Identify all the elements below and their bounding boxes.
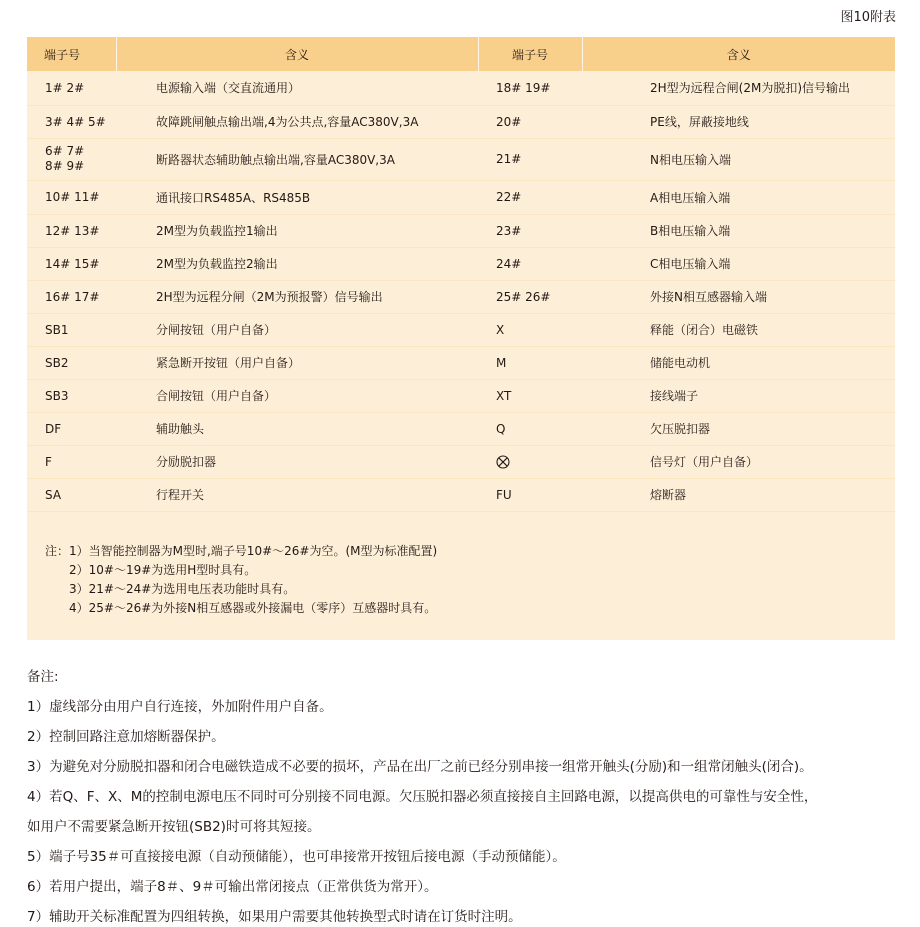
cell-terminal (478, 445, 582, 478)
table-row (27, 280, 895, 313)
cell-meaning: 外接N相互感器输入端 (582, 280, 895, 313)
header-terminal-1: 端子号 (27, 37, 116, 71)
cell-meaning: 分闸按钮（用户自备） (116, 313, 478, 346)
cell-meaning: 辅助触头 (116, 412, 478, 445)
remark-item: 4）若Q、F、X、M的控制电源电压不同时可分别接不同电源。欠压脱扣器必须直接接自主回路电源，以提高供电的可靠性与安全性， (27, 789, 818, 805)
cell-terminal: SB2 (27, 346, 116, 379)
terminal-table (27, 37, 895, 512)
cell-meaning: 2M型为负载监控1输出 (116, 214, 478, 247)
cell-meaning: 2M型为负载监控2输出 (116, 247, 478, 280)
cell-meaning: 接线端子 (582, 379, 895, 412)
cell-meaning: 欠压脱扣器 (582, 412, 895, 445)
header-meaning-2: 含义 (726, 47, 751, 62)
remark-item: 1）虚线部分由用户自行连接，外加附件用户自备。 (27, 699, 333, 715)
remark-item: 3）为避免对分励脱扣器和闭合电磁铁造成不必要的损坏，产品在出厂之前已经分别串接一组常开触头(分励)和一组常闭触头(闭合)。 (27, 759, 813, 775)
table-note: 3）21#～24#为选用电压表功能时具有。 (69, 582, 296, 596)
cell-meaning: 合闸按钮（用户自备） (116, 379, 478, 412)
cell-terminal: 10# 11# (27, 180, 116, 214)
cell-meaning: 紧急断开按钮（用户自备） (116, 346, 478, 379)
table-row (27, 445, 895, 478)
cell-meaning: B相电压输入端 (582, 214, 895, 247)
header-terminal-2: 端子号 (478, 37, 582, 71)
table-row (27, 71, 895, 105)
cell-terminal: Q (478, 412, 582, 445)
cell-terminal: FU (478, 478, 582, 511)
cell-terminal: DF (27, 412, 116, 445)
cell-meaning: C相电压输入端 (582, 247, 895, 280)
table-row (27, 412, 895, 445)
cell-terminal: XT (478, 379, 582, 412)
remark-item: 如用户不需要紧急断开按钮(SB2)时可将其短接。 (27, 819, 321, 835)
table-row (27, 379, 895, 412)
cell-terminal: SB1 (27, 313, 116, 346)
remark-item: 7）辅助开关标准配置为四组转换，如果用户需要其他转换型式时请在订货时注明。 (27, 909, 522, 925)
table-note: 4）25#～26#为外接N相互感器或外接漏电（零序）互感器时具有。 (69, 601, 437, 615)
signal-lamp-icon (496, 455, 510, 469)
cell-terminal: 20# (478, 105, 582, 138)
cell-terminal: 6# 7# 8# 9# (27, 138, 116, 180)
cell-terminal: 3# 4# 5# (27, 105, 116, 138)
cell-meaning: 通讯接口RS485A、RS485B (116, 180, 478, 214)
remark-item: 5）端子号35＃可直接接电源（自动预储能），也可串接常开按钮后接电源（手动预储能）。 (27, 849, 566, 865)
cell-terminal: 18# 19# (478, 71, 582, 105)
cell-terminal: X (478, 313, 582, 346)
table-row (27, 138, 895, 180)
cell-meaning: 熔断器 (582, 478, 895, 511)
cell-terminal: 25# 26# (478, 280, 582, 313)
cell-meaning: N相电压输入端 (582, 138, 895, 180)
cell-meaning: 释能（闭合）电磁铁 (582, 313, 895, 346)
table-row (27, 346, 895, 379)
cell-meaning: 2H型为远程分闸（2M为预报警）信号输出 (116, 280, 478, 313)
cell-terminal: SA (27, 478, 116, 511)
table-row (27, 478, 895, 511)
cell-meaning: PE线，屏蔽接地线 (582, 105, 895, 138)
cell-meaning: 储能电动机 (582, 346, 895, 379)
remark-item: 2）控制回路注意加熔断器保护。 (27, 729, 225, 745)
cell-meaning: 故障跳闸触点输出端,4为公共点,容量AC380V,3A (116, 105, 478, 138)
table-row (27, 214, 895, 247)
table-row (27, 105, 895, 138)
remarks-title: 备注: (27, 669, 59, 685)
figure-label: 图10附表 (840, 10, 896, 25)
terminal-table-panel (27, 37, 895, 640)
cell-meaning: 电源输入端（交直流通用） (116, 71, 478, 105)
table-row (27, 313, 895, 346)
remarks-section (27, 666, 817, 927)
cell-meaning: 信号灯（用户自备） (582, 445, 895, 478)
cell-terminal: 14# 15# (27, 247, 116, 280)
cell-meaning: 行程开关 (116, 478, 478, 511)
cell-terminal: 1# 2# (27, 71, 116, 105)
table-row (27, 180, 895, 214)
cell-terminal: F (27, 445, 116, 478)
cell-meaning: 断路器状态辅助触点输出端,容量AC380V,3A (116, 138, 478, 180)
cell-meaning: 2H型为远程合闸(2M为脱扣)信号输出 (582, 71, 895, 105)
cell-terminal: 23# (478, 214, 582, 247)
remark-item: 6）若用户提出，端子8＃、9＃可输出常闭接点（正常供货为常开）。 (27, 879, 438, 895)
cell-terminal: 22# (478, 180, 582, 214)
cell-terminal: 21# (478, 138, 582, 180)
table-note: 2）10#～19#为选用H型时具有。 (69, 563, 257, 577)
table-note: 注：1）当智能控制器为M型时,端子号10#～26#为空。(M型为标准配置) (45, 544, 438, 558)
cell-terminal: 16# 17# (27, 280, 116, 313)
cell-meaning: A相电压输入端 (582, 180, 895, 214)
table-header-row (27, 37, 895, 71)
cell-terminal: M (478, 346, 582, 379)
cell-terminal: 12# 13# (27, 214, 116, 247)
cell-terminal: 24# (478, 247, 582, 280)
table-row (27, 247, 895, 280)
cell-meaning: 分励脱扣器 (116, 445, 478, 478)
table-notes (45, 542, 437, 618)
cell-terminal: SB3 (27, 379, 116, 412)
header-meaning-1: 含义 (116, 37, 478, 71)
